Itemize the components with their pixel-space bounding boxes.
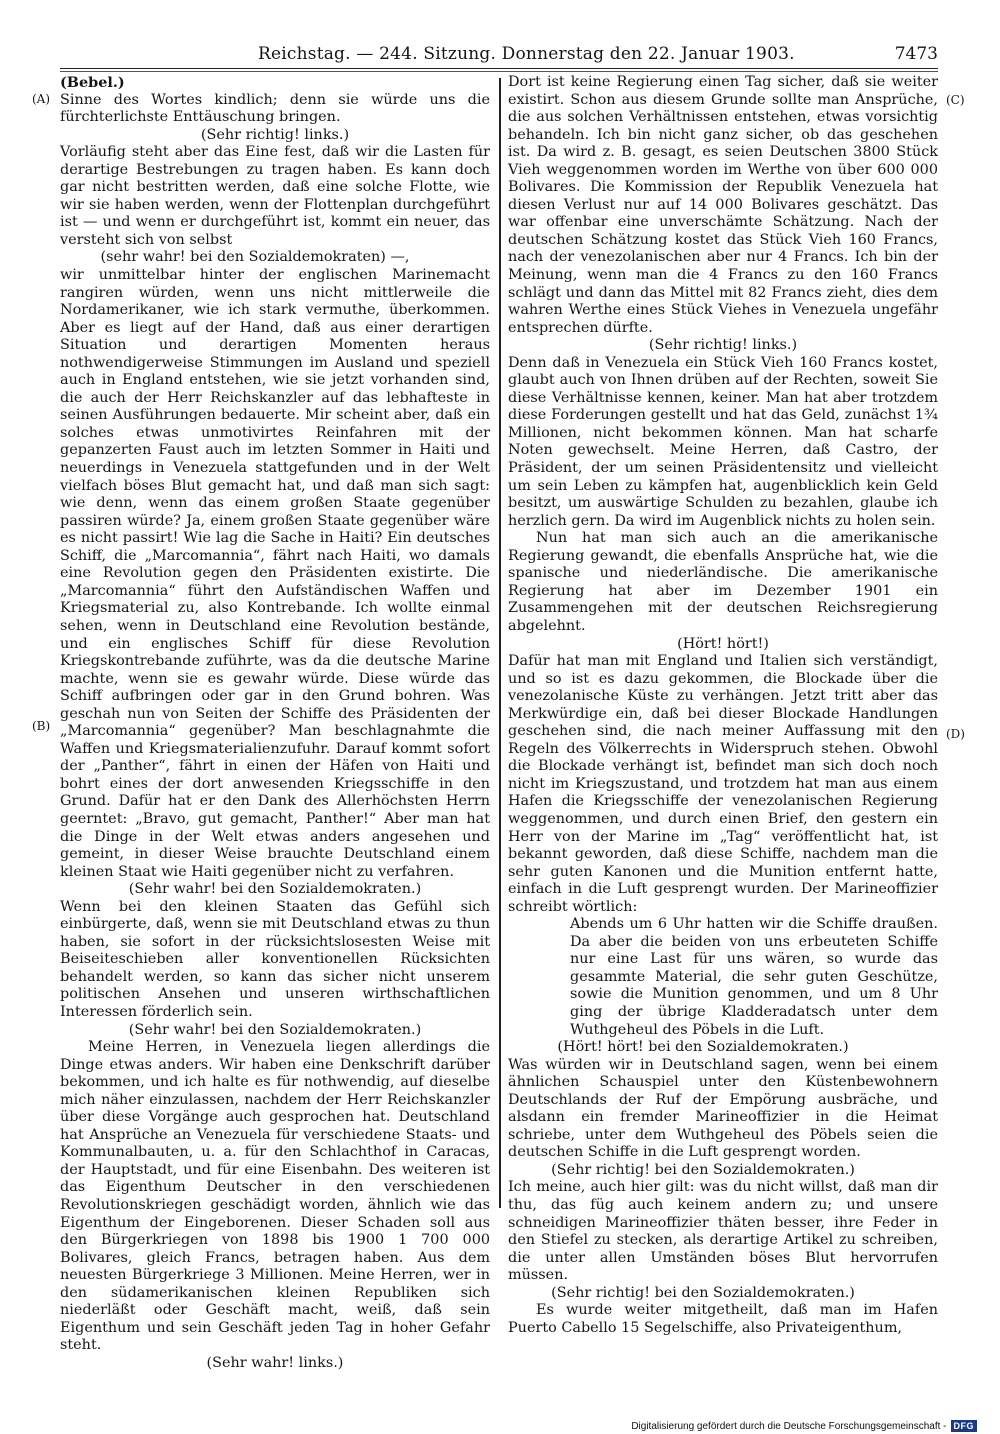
page-number: 7473 [894, 44, 938, 64]
interjection: (Sehr richtig! links.) [200, 126, 350, 143]
header-rule [60, 68, 938, 69]
interjection: (Sehr richtig! bei den Sozialdemokraten.) [551, 1284, 855, 1301]
dfg-logo-icon: DFG [951, 1420, 978, 1432]
paragraph: Meine Herren, in Venezuela liegen allerdings die Dinge etwas anders. Wir haben eine Denkschrift darüber bekommen, und ich halte es für nothwendig, auf dieselbe mich näher einzulassen, nachdem der Herr Reichskanzler über diese Vorgänge auch gesprochen hat. Deutschland hat Ansprüche an Venezuela für verschiedene Staats- und Kommunalbauten, u. a. für den Schlachthof in Caracas, der Hauptstadt, und für eine Eisenbahn. Des weiteren ist das Eigenthum Deutscher in den verschiedenen Revolutionskriegen geschädigt worden, ähnlich wie das Eigenthum der Eingeborenen. Dieser Schaden soll aus den Bürgerkriegen von 1898 bis 1900 1 700 000 Bolivares, gleich Francs, betragen haben. Aus dem neuesten Bürgerkriege 3 Millionen. Meine Herren, wer in den südamerikanischen kleinen Republiken sich niederläßt oder Geschäft macht, weiß, daß sein Eigenthum und sein Geschäft jeden Tag in hoher Gefahr steht. [60, 1039, 490, 1354]
paragraph: Ich meine, auch hier gilt: was du nicht willst, daß man dir thu, das füg auch keinem andern zu; und unsere schneidigen Marineoffizier thäten besser, ihre Feder in den Stiefel zu stecken, als derartige Artikel zu schreiben, die unter allen Umständen böses Blut hervorrufen müssen. [508, 1179, 938, 1284]
paragraph: Was würden wir in Deutschland sagen, wenn bei einem ähnlichen Schauspiel unter den Küstenbewohnern Deutschlands der Ruf der Empörung ausbräche, und alsdann ein fremder Marineoffizier in die Heimat schriebe, unter dem Wuthgeheul des Pöbels seien die deutschen Schiffe in die Luft gesprengt worden. [508, 1056, 938, 1161]
paragraph: wir unmittelbar hinter der englischen Marinemacht rangiren würden, wenn uns nicht mittlerweile die Nordamerikaner, wie ich stark vermuthe, überkommen. Aber es liegt auf der Hand, daß aus einer derartigen Situation und derartigen Momenten heraus nothwendigerweise Stimmungen im Ausland und speziell auch in England entstehen, wie sie jetzt vorhanden sind, die auch der Herr Reichskanzler auf das lebhafteste in seinen Ausführungen bedauerte. Mir scheint aber, daß ein solches etwas unmotivirtes Reinfahren mit der gepanzerten Faust auch im letzten Sommer in Haiti und neuerdings in Venezuela stattgefunden und in der Welt vielfach böses Blut gemacht hat, und daß man sich sagt: wie denn, wenn das einem großen Staate gegenüber passiren würde? Ja, einem großen Staate gegenüber wäre es nicht passirt! Wie lag die Sache in Haiti? Ein deutsches Schiff, die „Marcomannia“, fährt nach Haiti, wo damals eine Revolution gegen den Präsidenten existirte. Die „Marcomannia“ führt den Aufständischen Waffen und Kriegsmaterial zu, also Kontrebande. Ich wollte einmal sehen, wenn in Deutschland eine Revolution bestände, und ein englisches Schiff für diese Revolution Kriegskontrebande zuführte, was da die deutsche Marine machte, wenn sie es gewahr würde. Diese würde das Schiff aufbringen oder gar in den Grund bohren. Was geschah nun von Seiten der Schiffe des Präsidenten der „Marcomannia“ gegenüber? Man beschlagnahmte die Waffen und Kriegsmaterialienzufuhr. Darauf kommt sofort der „Panther“, fährt in einen der Häfen von Haiti und bohrt eines der dort anwesenden Kriegsschiffe in den Grund. Dafür hat er den Dank des Allerhöchsten Herrn geerntet: „Bravo, gut gemacht, Panther!“ Aber man hat die Dinge in der Welt etwas anders angesehen und gemeint, in dieser Weise brauchte Deutschland einem kleinen Staat wie Haiti gegenüber nicht zu verfahren. [60, 267, 490, 880]
interjection: (Sehr wahr! bei den Sozialdemokraten.) [128, 1021, 422, 1038]
column-divider [499, 78, 501, 1208]
margin-mark-a: (A) [32, 92, 51, 106]
paragraph: Dort ist keine Regierung einen Tag sicher, daß sie weiter existirt. Schon aus diesem Grunde sollte man Ansprüche, die aus solchen Verhältnissen entstehen, etwas vorsichtig behandeln. Ich bin nicht ganz sicher, ob das geschehen ist. Da wird z. B. gesagt, es seien Deutschen 3800 Stück Vieh weggenommen worden im Werthe von über 600 000 Bolivares. Die Kommission der Republik Venezuela hat diesen Verlust nur auf 14 000 Bolivares geschätzt. Das war offenbar eine unverschämte Schätzung. Nach der deutschen Schätzung kostet das Stück Vieh 160 Francs, nach der venezolanischen aber nur 4 Francs. Ich bin der Meinung, wenn man die 4 Francs zu den 160 Francs schlägt und dann das Mittel mit 82 Francs zieht, dies dem wahren Werthe eines Stück Viehes in Venezuela ungefähr entsprechen dürfte. [508, 74, 938, 336]
digitization-credit [631, 1420, 977, 1432]
header-title: Reichstag. — 244. Sitzung. Donnerstag den 22. Januar 1903. [258, 44, 795, 64]
running-header [60, 44, 938, 66]
block-quote: Abends um 6 Uhr hatten wir die Schiffe draußen. Da aber die beiden von uns erbeuteten Schiffe nur eine Last für uns wären, so wurde das gesammte Material, die sehr guten Geschütze, sowie die Munition genommen, und um 8 Uhr ging der übrige Kladderadatsch unter dem Wuthgeheul des Pöbels in die Luft. [570, 916, 938, 1038]
interjection: (Sehr richtig! bei den Sozialdemokraten.) [551, 1161, 855, 1178]
margin-mark-d: (D) [946, 727, 965, 741]
paragraph: Es wurde weiter mitgetheilt, daß man im Hafen Puerto Cabello 15 Segelschiffe, also Privateigenthum, [508, 1302, 938, 1336]
margin-mark-c: (C) [946, 93, 965, 107]
interjection: (Sehr wahr! links.) [206, 1354, 344, 1371]
header-rule-thin [60, 71, 938, 72]
paragraph: Dafür hat man mit England und Italien sich verständigt, und so ist es dazu gekommen, die Blockade über die venezolanische Küste zu verhängen. Jetzt tritt aber das Merkwürdige ein, daß bei dieser Blockade Handlungen geschehen sind, die nach meiner Auffassung mit den Regeln des Völkerrechts in Widerspruch stehen. Obwohl die Blockade verhängt ist, befindet man sich doch noch nicht im Kriegszustand, und trotzdem hat man aus einem Hafen die Kriegsschiffe der venezolanischen Regierung weggenommen, und durch einen Brief, den gestern ein Herr von der Marine im „Tag“ veröffentlicht hat, ist bekannt geworden, daß diese Schiffe, nachdem man die sehr guten Kanonen und die Munition entfernt hatte, einfach in die Luft gesprengt wurden. Der Marineoffizier schreibt wörtlich: [508, 653, 938, 915]
margin-mark-b: (B) [32, 719, 51, 733]
right-column [508, 74, 938, 1337]
paragraph: Nun hat man sich auch an die amerikanische Regierung gewandt, die ebenfalls Ansprüche hat, wie die spanische und niederländische. Die amerikanische Regierung hat aber im Dezember 1901 ein Zusammengehen mit der deutschen Reichsregierung abgelehnt. [508, 530, 938, 634]
interjection: (Hört! hört! bei den Sozialdemokraten.) [557, 1039, 849, 1056]
paragraph: Sinne des Wortes kindlich; denn sie würde uns die fürchterlichste Enttäuschung bringen. [60, 91, 490, 126]
interjection: (Sehr richtig! links.) [648, 337, 798, 354]
paragraph: Denn daß in Venezuela ein Stück Vieh 160 Francs kostet, glaubt auch von Ihnen drüben auf der Rechten, soweit Sie diese Verhältnisse kennen, keiner. Man hat aber trotzdem diese Forderungen gestellt und hat das Geld, zunächst 1¾ Millionen, nicht bekommen können. Man hat scharfe Noten gewechselt. Meine Herren, daß Castro, der Präsident, der um seinen Präsidentensitz und vielleicht um sein Leben zu kämpfen hat, augenblicklich kein Geld besitzt, um auswärtige Schulden zu bezahlen, glaube ich herzlich gern. Da wird im Augenblick nichts zu holen sein. [508, 354, 938, 529]
paragraph: Wenn bei den kleinen Staaten das Gefühl sich einbürgerte, daß, wenn sie mit Deutschland etwas zu thun haben, sie sofort in der rücksichtslosesten Weise mit Beiseiteschieben aller konventionellen Rücksichten behandelt werden, so kann das sicher nicht unserem politischen Ansehen und unseren wirthschaftlichen Interessen förderlich sein. [60, 898, 490, 1020]
interjection: (sehr wahr! bei den Sozialdemokraten) —, [100, 249, 410, 266]
paragraph: Vorläufig steht aber das Eine fest, daß wir die Lasten für derartige Bestrebungen zu tragen haben. Es kann doch gar nicht bestritten werden, daß eine solche Flotte, wie wir sie haben werden, wenn der Flottenplan durchgeführt ist — und wenn er durchgeführt ist, kommt ein neuer, das versteht sich von selbst [60, 144, 490, 248]
left-column [60, 74, 490, 1372]
interjection: (Sehr wahr! bei den Sozialdemokraten.) [128, 881, 422, 898]
interjection: (Hört! hört!) [677, 635, 769, 652]
speaker-name: (Bebel.) [60, 74, 125, 91]
credit-text: Digitalisierung gefördert durch die Deutsche Forschungsgemeinschaft - [631, 1420, 947, 1432]
